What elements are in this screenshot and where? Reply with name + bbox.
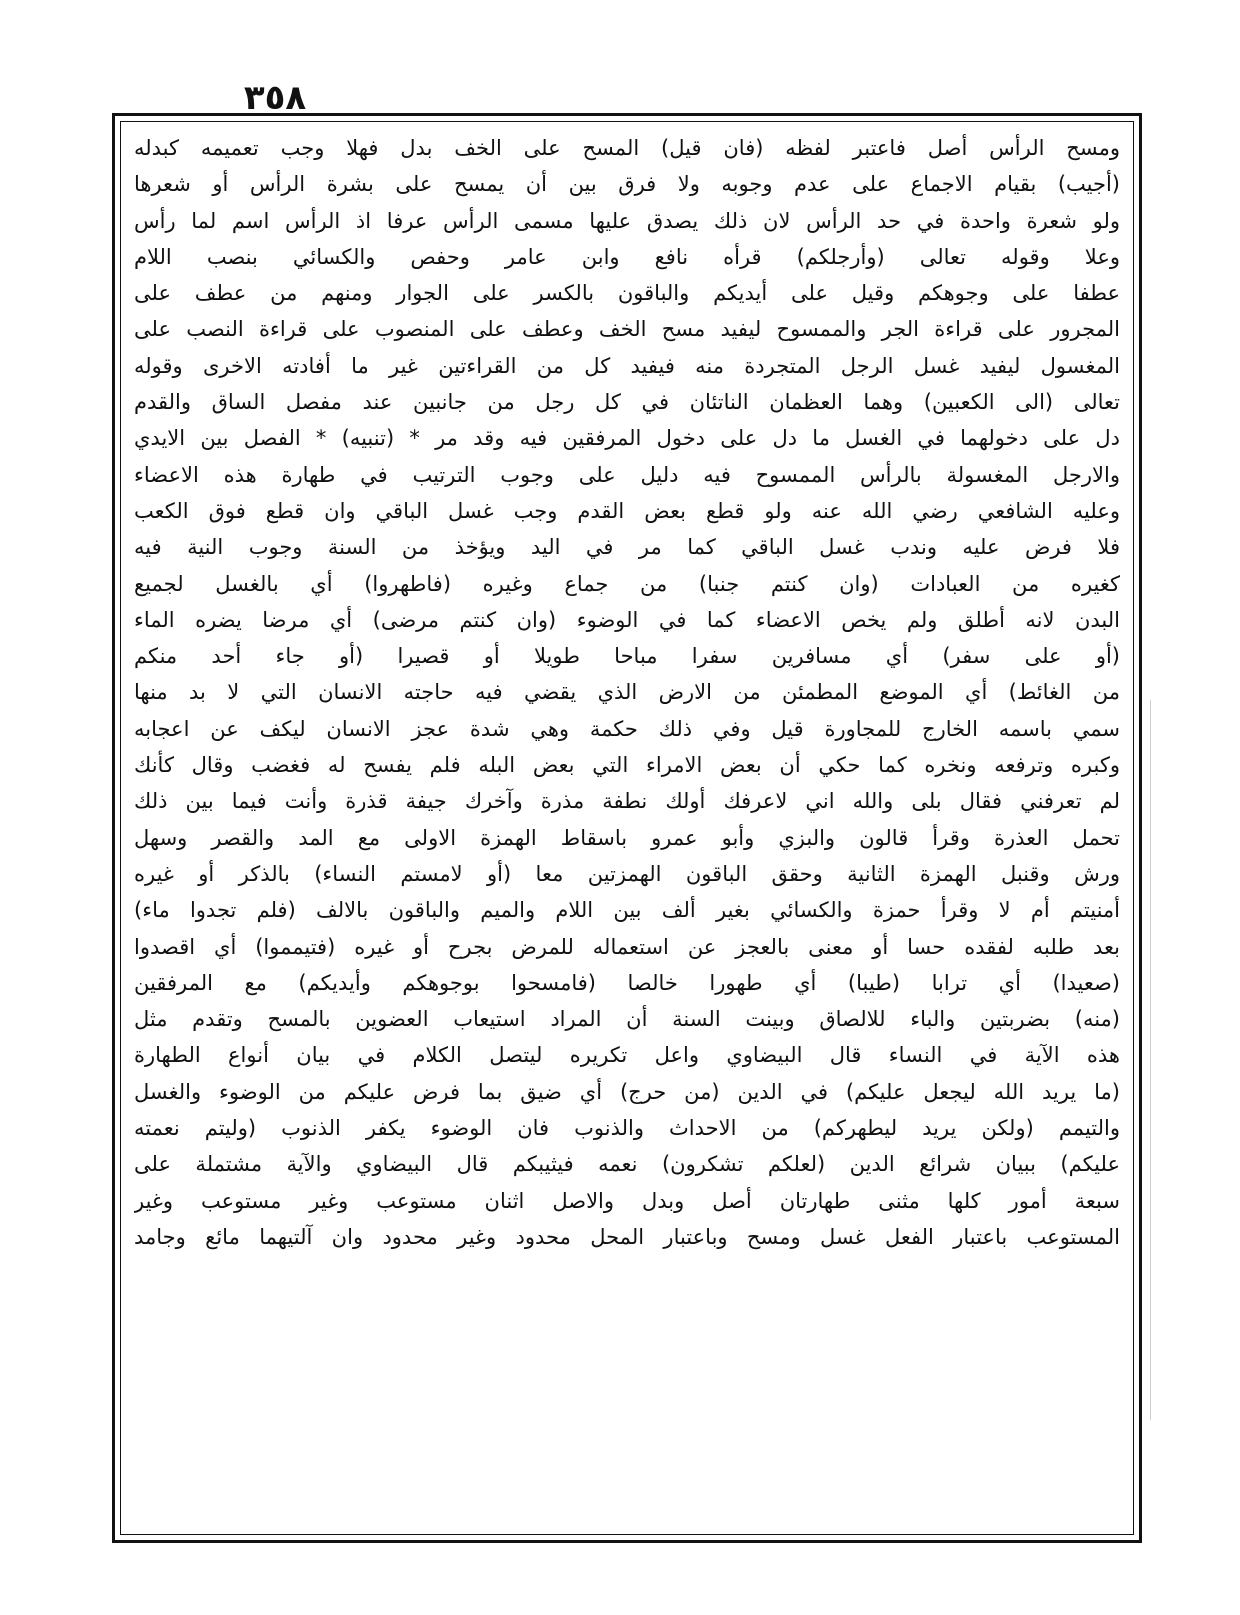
text-line: كغيره من العبادات (وان كنتم جنبا) من جماع وغيره (فاطهروا) أي بالغسل لجميع (134, 571, 1120, 596)
text-line: المجرور على قراءة الجر والممسوح ليفيد مسح الخف وعطف على المنصوب على قراءة النصب على (134, 317, 1120, 342)
text-line: (أجيب) بقيام الاجماع على عدم وجوبه ولا فرق بين أن يمسح على بشرة الرأس أو شعرها (134, 172, 1120, 197)
text-line: وعلا وقوله تعالى (وأرجلكم) قرأه نافع وابن عامر وحفص والكسائي بنصب اللام (134, 244, 1120, 269)
text-line: وعليه الشافعي رضي الله عنه ولو قطع بعض القدم وجب غسل الباقي وان قطع فوق الكعب (134, 498, 1120, 523)
text-line: عليكم) ببيان شرائع الدين (لعلكم تشكرون) نعمه فيثيبكم قال البيضاوي والآية مشتملة على (134, 1152, 1120, 1177)
text-line: بعد طلبه لفقده حسا أو معنى بالعجز عن استعماله للمرض بجرح أو غيره (فتيمموا) أي اقصدوا (134, 934, 1120, 959)
text-line: (ما يريد الله ليجعل عليكم) في الدين (من حرج) أي ضيق بما فرض عليكم من الوضوء والغسل (134, 1079, 1120, 1104)
text-line: البدن لانه أطلق ولم يخص الاعضاء كما في الوضوء (وان كنتم مرضى) أي مرضا يضره الماء (134, 607, 1120, 632)
text-line: (أو على سفر) أي مسافرين سفرا مباحا طويلا أو قصيرا (أو جاء أحد منكم (134, 644, 1120, 669)
text-line: المستوعب باعتبار الفعل غسل ومسح وباعتبار المحل محدود وغير محدود وان آلتيهما مائع وجامد (134, 1224, 1120, 1249)
text-line: سبعة أمور كلها مثنى طهارتان أصل وبدل والاصل اثنان مستوعب وغير مستوعب وغير (134, 1188, 1120, 1213)
text-line: أمنيتم أم لا وقرأ حمزة والكسائي بغير ألف بين اللام والميم والباقون بالالف (فلم تجدوا ماء) (134, 898, 1120, 923)
text-line: لم تعرفني فقال بلى والله اني لاعرفك أولك نطفة مذرة وآخرك جيفة قذرة وأنت فيما بين ذلك (134, 789, 1120, 814)
text-line: ورش وقنبل الهمزة الثانية وحقق الباقون الهمزتين معا (أو لامستم النساء) بالذكر أو غيره (134, 861, 1120, 886)
text-line: عطفا على وجوهكم وقيل على أيديكم والباقون بالكسر على الجوار ومنهم من عطف على (134, 281, 1120, 306)
text-line: المغسول ليفيد غسل الرجل المتجردة منه فيفيد كل من القراءتين غير ما أفادته الاخرى وقوله (134, 353, 1120, 378)
text-line: دل على دخولهما في الغسل ما دل على دخول المرفقين فيه وقد مر * (تنبيه) * الفصل بين الايدي (134, 426, 1120, 451)
page-number: ٣٥٨ (243, 78, 307, 118)
text-line: (منه) بضربتين والباء للالصاق وبينت السنة أن المراد استيعاب العضوين بالمسح وتقدم مثل (134, 1007, 1120, 1032)
text-line: سمي باسمه الخارج للمجاورة قيل وفي ذلك حكمة وهي شدة عجز الانسان ليكف عن اعجابه (134, 716, 1120, 741)
text-line: ولو شعرة واحدة في حد الرأس لان ذلك يصدق عليها مسمى الرأس عرفا اذ الرأس اسم لما رأس (134, 208, 1120, 233)
body-text (134, 130, 1120, 1530)
text-line: والتيمم (ولكن يريد ليطهركم) من الاحداث والذنوب فان الوضوء يكفر الذنوب (وليتم نعمته (134, 1116, 1120, 1141)
text-line: ومسح الرأس أصل فاعتبر لفظه (فان قيل) المسح على الخف بدل فهلا وجب تعميمه كبدله (134, 136, 1120, 160)
text-line: من الغائط) أي الموضع المطمئن من الارض الذي يقضي فيه حاجته الانسان التي لا بد منها (134, 680, 1120, 705)
text-line: هذه الآية في النساء قال البيضاوي واعل تكريره ليتصل الكلام في بيان أنواع الطهارة (134, 1043, 1120, 1068)
text-line: (صعيدا) أي ترابا (طيبا) أي طهورا خالصا (فامسحوا بوجوهكم وأيديكم) مع المرفقين (134, 970, 1120, 995)
text-line: تحمل العذرة وقرأ قالون والبزي وأبو عمرو باسقاط الهمزة الاولى مع المد والقصر وسهل (134, 825, 1120, 850)
text-line: تعالى (الى الكعبين) وهما العظمان الناتئان في كل رجل من جانبين عند مفصل الساق والقدم (134, 390, 1120, 415)
text-line: فلا فرض عليه وندب غسل الباقي كما مر في اليد ويؤخذ من السنة وجوب النية فيه (134, 535, 1120, 560)
text-line: وكبره وترفعه ونخره كما حكي أن بعض الامراء التي بعض البله فلم يفسح له فغضب وقال كأنك (134, 753, 1120, 778)
text-line: والارجل المغسولة بالرأس الممسوح فيه دليل على وجوب الترتيب في طهارة هذه الاعضاء (134, 462, 1120, 487)
scan-edge-mark (1150, 700, 1151, 1420)
